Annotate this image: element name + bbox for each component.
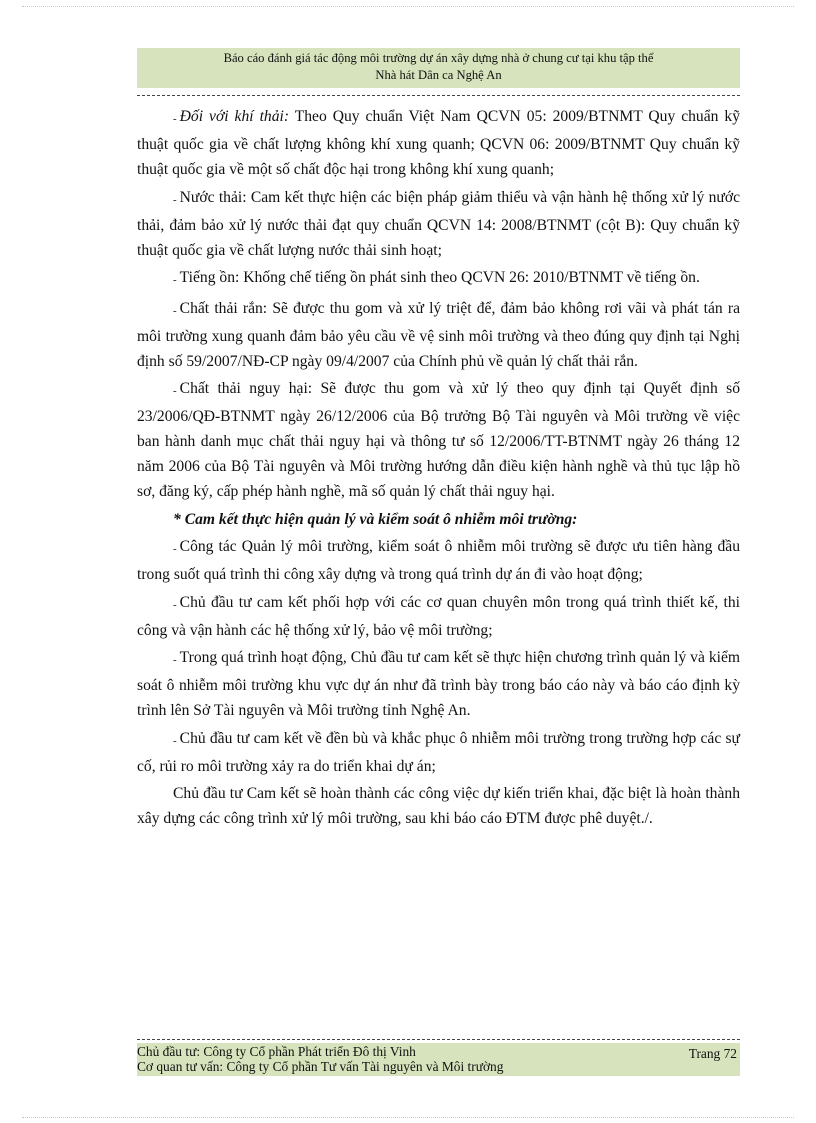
paragraph-wastewater (137, 185, 740, 263)
paragraph-air-emissions (137, 104, 740, 182)
paragraph-text: Trong quá trình hoạt động, Chủ đầu tư cam kết sẽ thực hiện chương trình quản lý và kiểm soát ô nhiễm môi trường khu vực dự án như đã trình bày trong báo cáo này và báo cáo định kỳ trình lên Sở Tài nguyên và Môi trường tỉnh Nghệ An. (137, 649, 740, 719)
paragraph-management-priority (137, 534, 740, 587)
paragraph-monitoring (137, 645, 740, 723)
bullet-dash: - (173, 193, 177, 206)
page-number: Trang 72 (688, 1046, 737, 1061)
paragraph-coordination (137, 590, 740, 643)
paragraph-text: Tiếng ồn: Khống chế tiếng ồn phát sinh theo QCVN 26: 2010/BTNMT về tiếng ồn. (179, 269, 700, 286)
paragraph-noise (137, 265, 740, 293)
paragraph-text: Công tác Quản lý môi trường, kiểm soát ô nhiễm môi trường sẽ được ưu tiên hàng đầu trong suốt quá trình thi công xây dựng và trong quá trình dự án đi vào hoạt động; (137, 538, 740, 583)
bullet-dash: - (173, 113, 177, 125)
paragraph-text: Chủ đầu tư cam kết phối hợp với các cơ quan chuyên môn trong quá trình thiết kế, thi công và vận hành các hệ thống xử lý, bảo vệ môi trường; (137, 593, 740, 639)
bullet-dash: - (173, 598, 177, 611)
section-heading-commitment: * Cam kết thực hiện quản lý và kiểm soát ô nhiễm môi trường: (173, 510, 578, 528)
bullet-dash: - (173, 274, 177, 286)
running-header (137, 48, 740, 88)
document-body (137, 104, 740, 834)
paragraph-solid-waste (137, 296, 740, 374)
paragraph-lead-italic: Đối với khí thải: (179, 108, 290, 125)
bullet-dash: - (173, 654, 177, 666)
paragraph-hazardous-waste (137, 376, 740, 504)
bullet-dash: - (173, 385, 177, 397)
paragraph-completion: Chủ đầu tư Cam kết sẽ hoàn thành các công việc dự kiến triển khai, đặc biệt là hoàn thành xây dựng các công trình xử lý môi trường, sau khi báo cáo ĐTM được phê duyệt./. (137, 785, 740, 827)
footer-consultant: Cơ quan tư vấn: Công ty Cổ phần Tư vấn Tài nguyên và Môi trường (137, 1059, 504, 1074)
page-bottom-border (22, 1117, 794, 1118)
running-footer (137, 1043, 740, 1076)
bullet-dash: - (173, 543, 177, 555)
bullet-dash: - (173, 304, 177, 317)
paragraph-text: Theo Quy chuẩn Việt Nam QCVN 05: 2009/BTNMT Quy chuẩn kỹ thuật quốc gia về chất lượng không khí xung quanh; QCVN 06: 2009/BTNMT Quy chuẩn kỹ thuật quốc gia về một số chất độc hại trong không khí xung quanh; (137, 108, 740, 178)
page-top-border (22, 6, 794, 7)
footer-investor: Chủ đầu tư: Công ty Cổ phần Phát triển Đô thị Vinh (137, 1044, 416, 1059)
paragraph-text: Chất thải nguy hại: Sẽ được thu gom và xử lý theo quy định tại Quyết định số 23/2006/QĐ-BTNMT ngày 26/12/2006 của Bộ trưởng Bộ Tài nguyên và Môi trường về việc ban hành danh mục chất thải nguy hại và thông tư số 12/2006/TT-BTNMT ngày 26 tháng 12 năm 2006 của Bộ Tài nguyên và Môi trường hướng dẫn điều kiện hành nghề và thủ tục lập hồ sơ, đăng ký, cấp phép hành nghề, mã số quản lý chất thải nguy hại. (137, 380, 740, 500)
paragraph-text: Nước thải: Cam kết thực hiện các biện pháp giảm thiểu và vận hành hệ thống xử lý nước thải, đảm bảo xử lý nước thải đạt quy chuẩn QCVN 14: 2008/BTNMT (cột B): Quy chuẩn kỹ thuật quốc gia về chất lượng nước thải sinh hoạt; (137, 188, 740, 259)
header-title-line-1: Báo cáo đánh giá tác động môi trường dự án xây dựng nhà ở chung cư tại khu tập thể (223, 51, 654, 65)
paragraph-text: Chất thải rắn: Sẽ được thu gom và xử lý triệt để, đảm bảo không rơi vãi và phát tán ra môi trường xung quanh đảm bảo yêu cầu về vệ sinh môi trường và theo đúng quy định tại Nghị định số 59/2007/NĐ-CP ngày 09/4/2007 của Chính phủ về quản lý chất thải rắn. (137, 299, 740, 370)
header-divider (137, 95, 740, 96)
bullet-dash: - (173, 734, 177, 747)
paragraph-text: Chủ đầu tư cam kết về đền bù và khắc phục ô nhiễm môi trường trong trường hợp các sự cố, rủi ro môi trường xảy ra do triển khai dự án; (137, 729, 740, 775)
footer-divider (137, 1039, 740, 1040)
paragraph-compensation (137, 726, 740, 779)
header-title-line-2: Nhà hát Dân ca Nghệ An (375, 68, 502, 82)
